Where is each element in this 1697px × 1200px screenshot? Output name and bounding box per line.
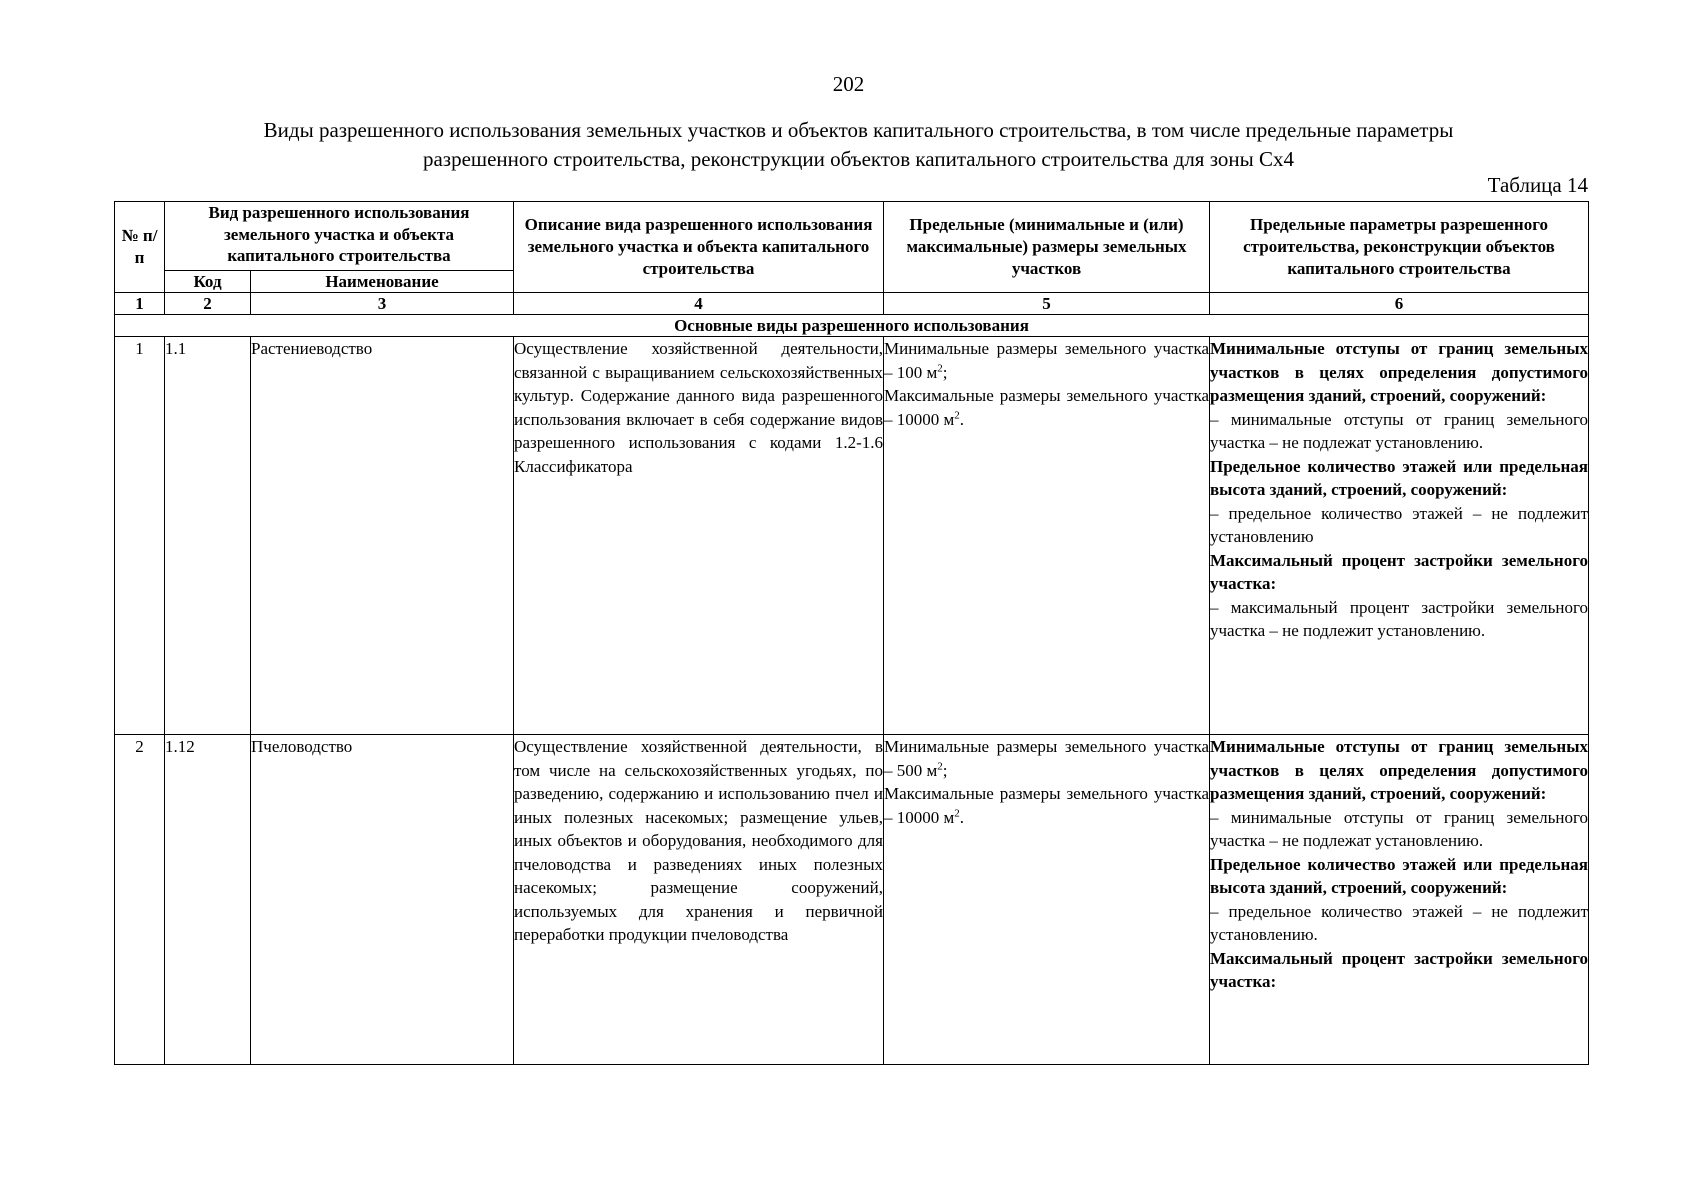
size-max: Максимальные размеры земельного участка – 10000 $м^2$. — [884, 386, 1209, 429]
row-code: 1.12 — [165, 735, 251, 1065]
row-name: Растениеводство — [251, 337, 514, 735]
floors-text: – предельное количество этажей – не подлежит установлению. — [1210, 901, 1588, 944]
floors-heading: Предельное количество этажей или предельная высота зданий, строений, сооружений: — [1210, 456, 1588, 499]
header-kind-group: Вид разрешенного использования земельного участка и объекта капитального строительства — [165, 202, 514, 271]
column-number: 1 — [115, 293, 165, 315]
header-name: Наименование — [251, 270, 514, 292]
row-description: Осуществление хозяйственной деятельности, связанной с выращиванием сельскохозяйственных культур. Содержание данного вида разрешенного использования включает в себя содержание видов разрешенного использования с кодами 1.2-1.6 Классификатора — [514, 337, 884, 735]
setback-text: – минимальные отступы от границ земельного участка – не подлежат установлению. — [1210, 409, 1588, 452]
row-description: Осуществление хозяйственной деятельности, в том числе на сельскохозяйственных угодьях, по разведению, содержанию и использованию пчел и иных полезных насекомых; размещение ульев, иных объектов и оборудования, необходимого для пчеловодства и разведениях иных полезных насекомых; размещение сооружений, используемых для хранения и первичной переработки продукции пчеловодства — [514, 735, 884, 1065]
table-row — [115, 735, 1589, 1065]
header-num: № п/п — [115, 202, 165, 293]
header-code: Код — [165, 270, 251, 292]
size-min: Минимальные размеры земельного участка – 500 $м^2$; — [884, 737, 1209, 780]
title-line-2: разрешенного строительства, реконструкции объектов капитального строительства для зоны Сх4 — [422, 147, 1294, 171]
row-name: Пчеловодство — [251, 735, 514, 1065]
size-max: Максимальные размеры земельного участка – 10000 $м^2$. — [884, 784, 1209, 827]
section-row — [115, 315, 1589, 337]
table-label: Таблица 14 — [1487, 173, 1588, 197]
row-num: 2 — [115, 735, 165, 1065]
size-min: Минимальные размеры земельного участка – 100 $м^2$; — [884, 339, 1209, 382]
setback-text: – минимальные отступы от границ земельного участка – не подлежат установлению. — [1210, 807, 1588, 850]
setback-heading: Минимальные отступы от границ земельных участков в целях определения допустимого размещения зданий, строений, сооружений: — [1210, 737, 1588, 803]
coverage-text: – максимальный процент застройки земельного участка – не подлежит установлению. — [1210, 597, 1588, 640]
floors-text: – предельное количество этажей – не подлежит установлению — [1210, 503, 1588, 546]
document-title — [130, 116, 1587, 174]
setback-heading: Минимальные отступы от границ земельных участков в целях определения допустимого размещения зданий, строений, сооружений: — [1210, 339, 1588, 405]
row-params — [1210, 337, 1589, 735]
row-num: 1 — [115, 337, 165, 735]
coverage-heading: Максимальный процент застройки земельного участка: — [1210, 550, 1588, 593]
zoning-table — [114, 201, 1589, 1065]
column-number: 5 — [884, 293, 1210, 315]
header-params: Предельные параметры разрешенного строительства, реконструкции объектов капитального строительства — [1210, 202, 1589, 293]
header-description: Описание вида разрешенного использования земельного участка и объекта капитального строительства — [514, 202, 884, 293]
column-number: 3 — [251, 293, 514, 315]
header-sizes: Предельные (минимальные и (или) максимальные) размеры земельных участков — [884, 202, 1210, 293]
column-number: 4 — [514, 293, 884, 315]
row-sizes — [884, 735, 1210, 1065]
coverage-heading: Максимальный процент застройки земельного участка: — [1210, 948, 1588, 991]
column-number: 2 — [165, 293, 251, 315]
title-line-1: Виды разрешенного использования земельных участков и объектов капитального строительства, в том числе предельные параметры — [263, 118, 1454, 142]
column-number-row — [115, 293, 1589, 315]
floors-heading: Предельное количество этажей или предельная высота зданий, строений, сооружений: — [1210, 854, 1588, 897]
page-number: 202 — [832, 72, 865, 96]
row-params — [1210, 735, 1589, 1065]
header-row — [115, 202, 1589, 271]
column-number: 6 — [1210, 293, 1589, 315]
table-row — [115, 337, 1589, 735]
row-code: 1.1 — [165, 337, 251, 735]
row-sizes — [884, 337, 1210, 735]
section-title: Основные виды разрешенного использования — [115, 315, 1589, 337]
